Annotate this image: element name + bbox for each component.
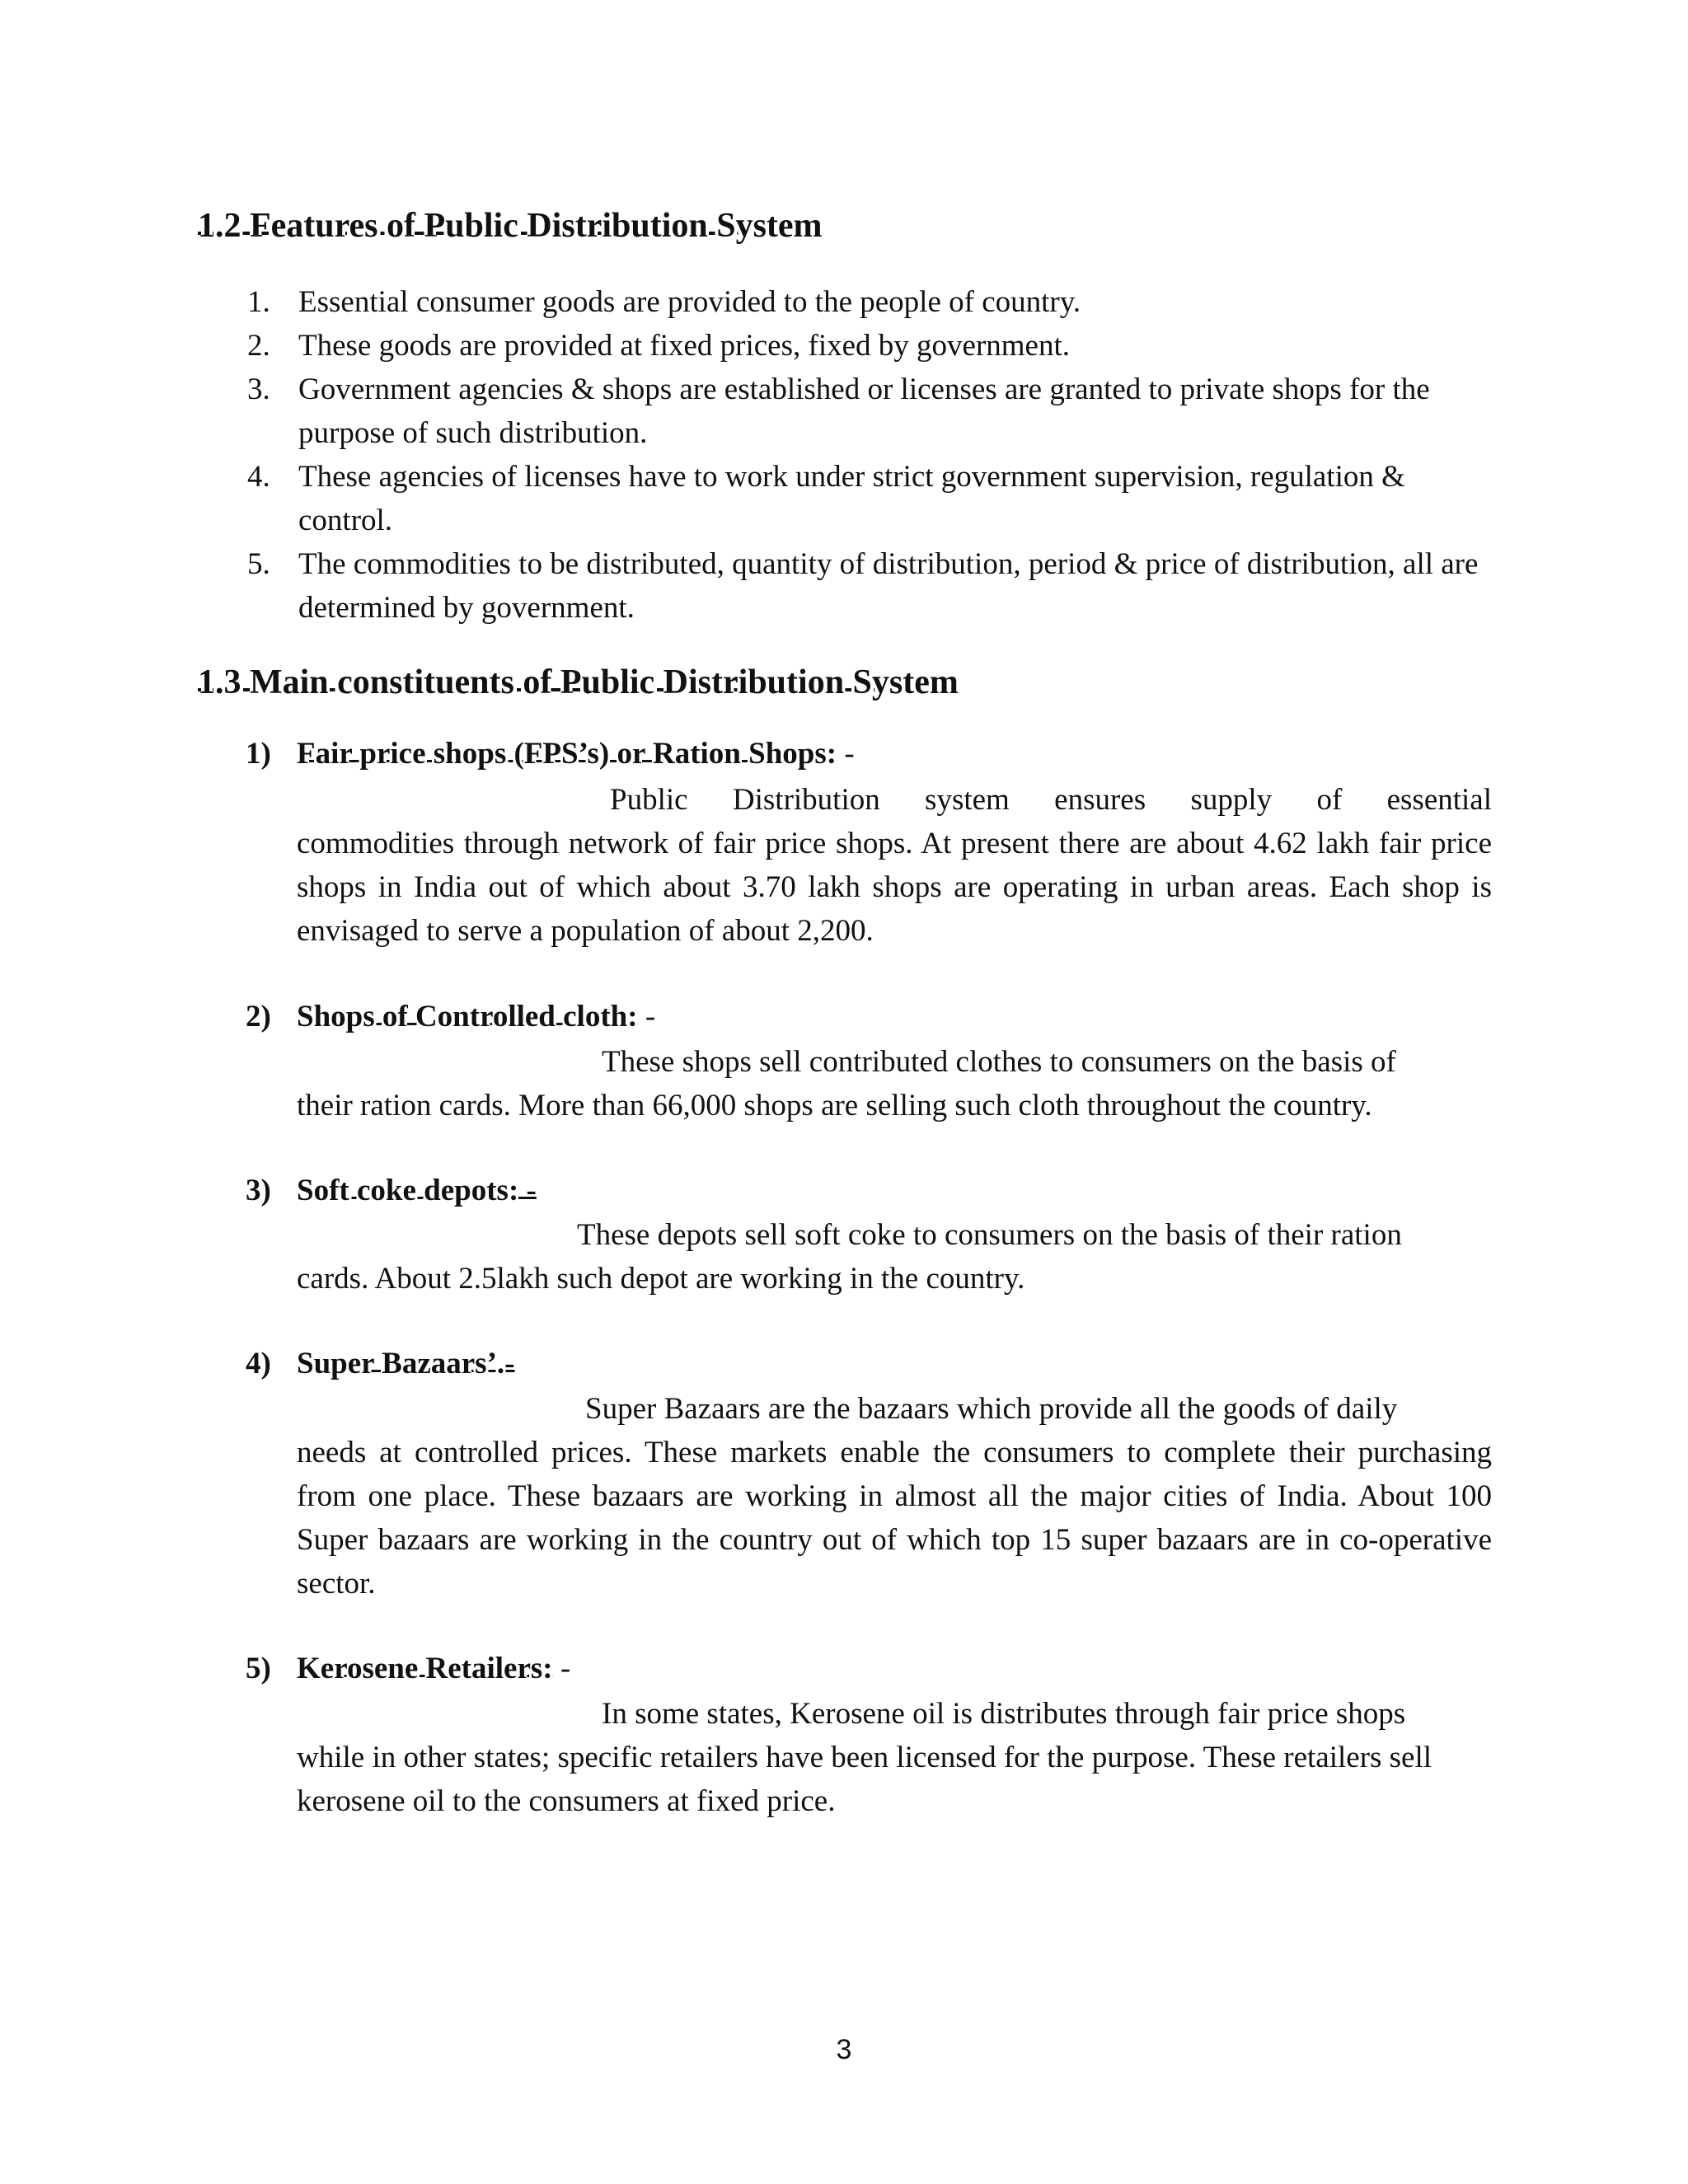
list-item-number: 5. [247, 547, 270, 581]
paragraph-body: while in other states; specific retailers have been licensed for the purpose. These retailers sell kerosene oil to the consumers at fixed price. [297, 1741, 1432, 1818]
item-title: Super Bazaars’.- [297, 1347, 515, 1380]
item-dash: - [637, 1000, 656, 1033]
list-item-text: Essential consumer goods are provided to the people of country. [298, 285, 1081, 319]
paragraph-body: their ration cards. More than 66,000 shops are selling such cloth throughout the country. [297, 1089, 1372, 1122]
paragraph-first-line: These depots sell soft coke to consumers on the basis of their ration [577, 1218, 1402, 1252]
paragraph-first-line: Public Distribution system ensures supply of essential [610, 783, 1492, 817]
constituent-heading-kerosene-retailers [246, 1651, 570, 1687]
paragraph-body: commodities through network of fair price shops. At present there are about 4.62 lakh fair price shops in India out of which about 3.70 lakh shops are operating in urban areas. Each shop is envisaged to serve a population of about 2,200. [297, 827, 1492, 948]
paragraph-body: cards. About 2.5lakh such depot are working in the country. [297, 1262, 1025, 1296]
list-item-text: These goods are provided at fixed prices, fixed by government. [298, 329, 1071, 363]
constituent-paragraph-fair-price-shops [297, 778, 1492, 953]
page-number: 3 [836, 2034, 852, 2065]
section-heading-features: 1.2 Features of Public Distribution System [198, 207, 823, 245]
list-item [239, 368, 1492, 455]
section-heading-constituents: 1.3 Main constituents of Public Distribution System [198, 663, 959, 701]
constituent-heading-super-bazaars [246, 1346, 514, 1382]
item-number: 5) [246, 1652, 271, 1685]
list-item-number: 2. [247, 329, 270, 363]
constituent-paragraph-super-bazaars [297, 1387, 1492, 1605]
list-item-text: Government agencies & shops are established or licenses are granted to private shops for the purpose of such distribution. [298, 373, 1430, 450]
list-item [239, 280, 1492, 324]
item-title: Fair price shops (FPS’s) or Ration Shops: [297, 737, 837, 771]
list-item-number: 1. [247, 285, 270, 319]
list-item-text: These agencies of licenses have to work under strict government supervision, regulation & control. [298, 460, 1405, 537]
list-item [239, 542, 1492, 630]
item-dash: - [837, 737, 855, 771]
constituent-paragraph-kerosene-retailers [297, 1692, 1492, 1823]
item-number: 1) [246, 737, 271, 771]
paragraph-first-line: These shops sell contributed clothes to consumers on the basis of [602, 1045, 1396, 1079]
list-item-number: 4. [247, 460, 270, 494]
features-list [239, 280, 1492, 630]
item-title: Soft coke depots: - [297, 1174, 537, 1207]
item-number: 2) [246, 1000, 271, 1033]
paragraph-body: needs at controlled prices. These markets enable the consumers to complete their purchasing from one place. These bazaars are working in almost all the major cities of India. About 100 Super bazaars are working in the country out of which top 15 super bazaars are in co-operative sector. [297, 1436, 1492, 1601]
constituent-paragraph-soft-coke-depots [297, 1213, 1492, 1301]
item-number: 3) [246, 1174, 271, 1207]
constituent-paragraph-controlled-cloth [297, 1040, 1492, 1127]
item-dash: - [552, 1652, 571, 1685]
constituent-heading-fair-price-shops [246, 736, 855, 772]
constituent-heading-soft-coke-depots [246, 1173, 537, 1209]
list-item [239, 324, 1492, 368]
item-title: Shops of Controlled cloth: [297, 1000, 638, 1033]
item-title: Kerosene Retailers: [297, 1652, 553, 1685]
item-number: 4) [246, 1347, 271, 1380]
list-item-number: 3. [247, 373, 270, 406]
paragraph-first-line: In some states, Kerosene oil is distributes through fair price shops [602, 1697, 1406, 1731]
paragraph-first-line: Super Bazaars are the bazaars which provide all the goods of daily [585, 1392, 1398, 1426]
list-item-text: The commodities to be distributed, quantity of distribution, period & price of distribution, all are determined by government. [298, 547, 1479, 625]
list-item [239, 455, 1492, 542]
constituent-heading-controlled-cloth [246, 999, 655, 1035]
